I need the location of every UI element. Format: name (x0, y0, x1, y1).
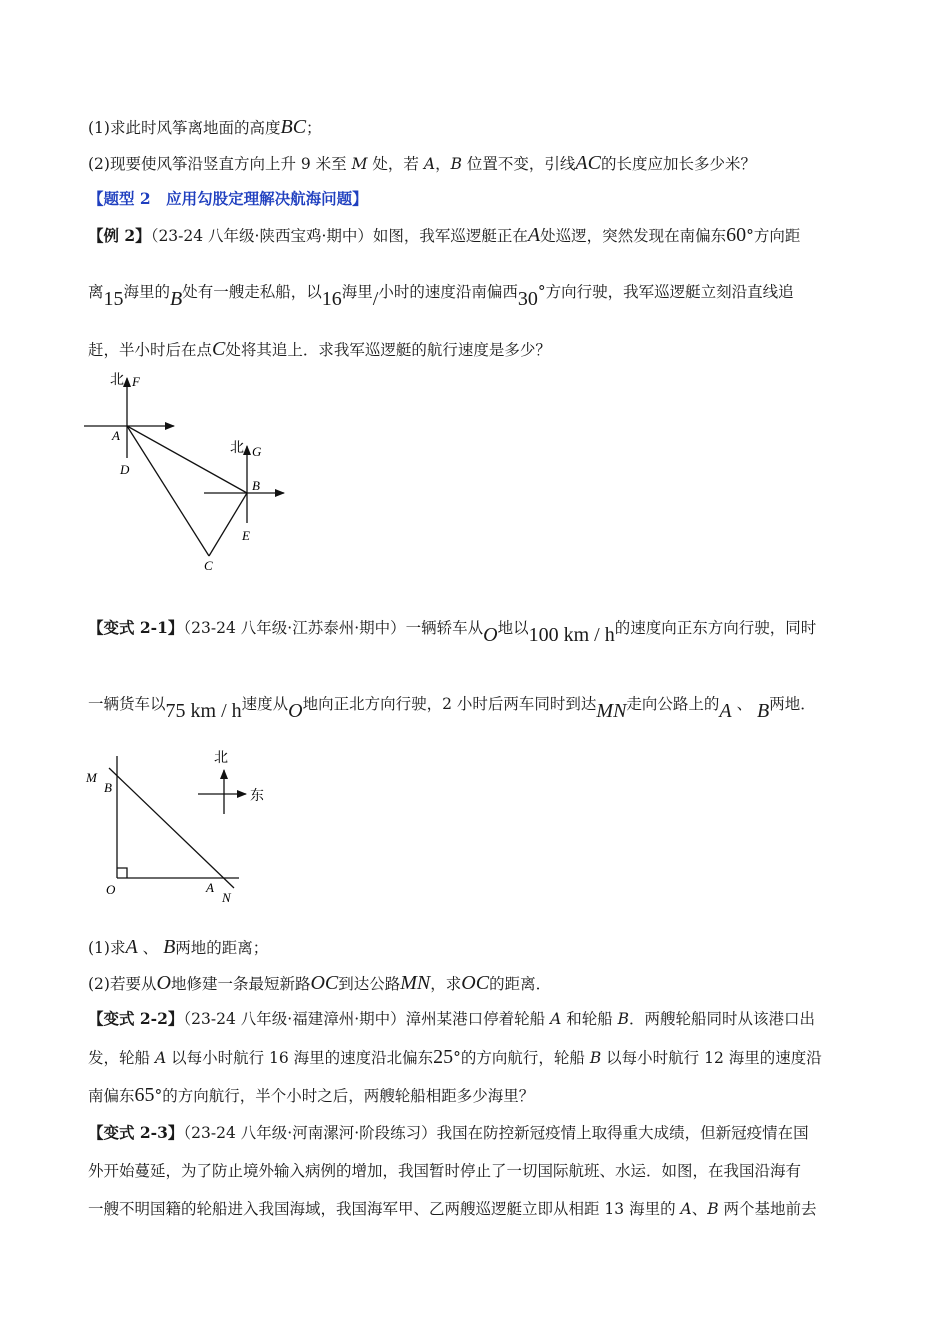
variant-2-3-line-2: 外开始蔓延，为了防止境外输入病例的增加，我国暂时停止了一切国际航班、水运．如图，在我国沿海有 (88, 1162, 802, 1180)
variant-2-2-line-3: 南偏东65°的方向航行，半个小时之后，两艘轮船相距多少海里？ (88, 1084, 535, 1106)
right-angle-mark (117, 868, 127, 878)
segment-mn (109, 768, 234, 888)
segment-bc (209, 493, 247, 556)
label-f: F (132, 374, 140, 389)
compass-north-label: 北 (214, 751, 228, 766)
example-2-line-3: 赶，半小时后在点C处将其追上．求我军巡逻艇的航行速度是多少？ (88, 338, 551, 360)
variant-2-2-line-2: 发，轮船 A 以每小时航行 16 海里的速度沿北偏东25°的方向航行，轮船 B 以每小时航行 12 海里的速度沿 (88, 1046, 822, 1068)
variant-2-1-line-1: 【变式 2-1】（23-24 八年级·江苏泰州·期中）一辆轿车从O地以100 km / h的速度向正东方向行驶，同时 (88, 618, 817, 646)
compass-east-label: 东 (250, 789, 264, 804)
example-2-line-2: 离15海里的B处有一艘走私船，以16海里/小时的速度沿南偏西30°方向行驶，我军巡逻艇立刻沿直线追 (88, 283, 794, 310)
variant-2-3-line-3: 一艘不明国籍的轮船进入我国海域，我国海军甲、乙两艘巡逻艇立即从相距 13 海里的 A、B 两个基地前去 (88, 1200, 817, 1218)
figure-road (84, 742, 284, 912)
section-heading: 【题型 2 应用勾股定理解决航海问题】 (88, 189, 368, 208)
label-north-1: 北 (110, 373, 124, 388)
math-ac: AC (575, 152, 601, 174)
label-b: B (252, 478, 260, 493)
label-o: O (106, 882, 116, 897)
segment-ac (127, 426, 209, 556)
label-a2: A (206, 880, 214, 895)
label-e: E (242, 528, 250, 543)
label-d: D (120, 462, 130, 477)
label-a: A (112, 428, 120, 443)
label-m: M (86, 770, 97, 785)
math-bc: BC (280, 116, 307, 138)
label-n: N (222, 890, 231, 905)
question-1: (1)求此时风筝离地面的高度BC； (88, 116, 322, 138)
figure-navigation (84, 368, 304, 578)
question-2-1-1: (1)求A 、 B两地的距离； (88, 936, 269, 958)
variant-2-3-line-1: 【变式 2-3】（23-24 八年级·河南漯河·阶段练习）我国在防控新冠疫情上取得重大成绩，但新冠疫情在国 (88, 1123, 809, 1142)
variant-2-1-line-2: 一辆货车以75 km / h速度从O地向正北方向行驶，2 小时后两车同时到达MN走向公路上的A 、 B两地． (88, 695, 816, 722)
example-2-line-1: 【例 2】（23-24 八年级·陕西宝鸡·期中）如图，我军巡逻艇正在A处巡逻，突然发现在南偏东60°方向距 (88, 224, 801, 246)
label-north-2: 北 (230, 441, 244, 456)
label-g: G (252, 444, 262, 459)
question-2-1-2: (2)若要从O地修建一条最短新路OC到达公路MN，求OC的距离． (88, 972, 552, 994)
question-2: (2)现要使风筝沿竖直方向上升 9 米至 M 处，若 A，B 位置不变，引线AC的长度应加长多少米？ (88, 152, 756, 174)
variant-2-2-line-1: 【变式 2-2】（23-24 八年级·福建漳州·期中）漳州某港口停着轮船 A 和轮船 B．两艘轮船同时从该港口出 (88, 1009, 816, 1028)
label-c: C (204, 558, 213, 573)
segment-ab (127, 426, 247, 493)
label-b2: B (104, 780, 112, 795)
